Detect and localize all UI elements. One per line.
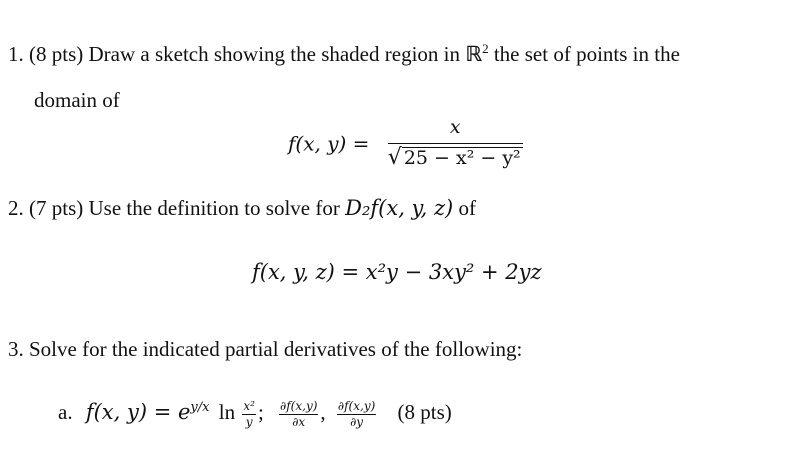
problem-2-formula: f(x, y, z) = x²y − 3xy² + 2yz [252,260,542,284]
problem-2-statement [8,198,476,219]
derivative-operator: D₂f(x, y, z) [345,196,454,220]
problem-1-points: (8 pts) [29,42,84,66]
fraction-denominator [384,140,527,169]
problem-2-number: 2. [8,196,24,220]
problem-1-text-a: Draw a sketch showing the shaded region in [88,42,460,66]
ln-operator: ln [218,399,236,424]
real-space-exponent: 2 [482,41,489,57]
partial-y-numerator: ∂f(x,y) [337,399,376,413]
problem-2-points: (7 pts) [29,196,84,220]
problem-1-number: 1. [8,42,24,66]
real-space-symbol: ℝ [465,42,483,66]
partial-x-denominator: ∂x [279,414,318,429]
formula-fraction [384,118,527,169]
fraction-numerator: x [449,116,461,138]
problem-1-text-b: the set of points in the [493,42,680,66]
partial-x-numerator: ∂f(x,y) [280,399,318,413]
partial-y-denominator: ∂y [337,414,376,429]
problem-3a [58,400,452,428]
comma: , [320,399,326,424]
part-a-points: (8 pts) [397,399,452,424]
problem-2-text-a: Use the definition to solve for [88,196,340,220]
partial-x-fraction [279,400,318,428]
partial-y-fraction [337,400,376,428]
problem-1-statement [8,41,680,66]
radical-icon: √ [387,145,402,170]
problem-1-formula [288,118,527,169]
square-root [388,147,523,169]
problem-2-text-b: of [458,196,476,220]
problem-1-statement-cont [34,90,120,111]
log-arg-denominator: y [242,414,256,429]
part-a-lhs: f(x, y) = e [85,399,191,424]
problem-3-statement [8,339,522,360]
problem-3-number: 3. [8,337,24,361]
problem-3-text: Solve for the indicated partial derivatives of the following: [29,337,523,361]
formula-lhs: f(x, y) = [288,131,370,156]
separator: ; [257,399,264,424]
log-argument-fraction [242,400,256,428]
part-a-label: a. [58,399,73,424]
exponent: y/x [190,400,210,416]
log-arg-numerator: x² [243,399,255,413]
problem-1-text-line2: domain of [34,88,120,112]
radicand: 25 − x² − y² [403,147,521,169]
